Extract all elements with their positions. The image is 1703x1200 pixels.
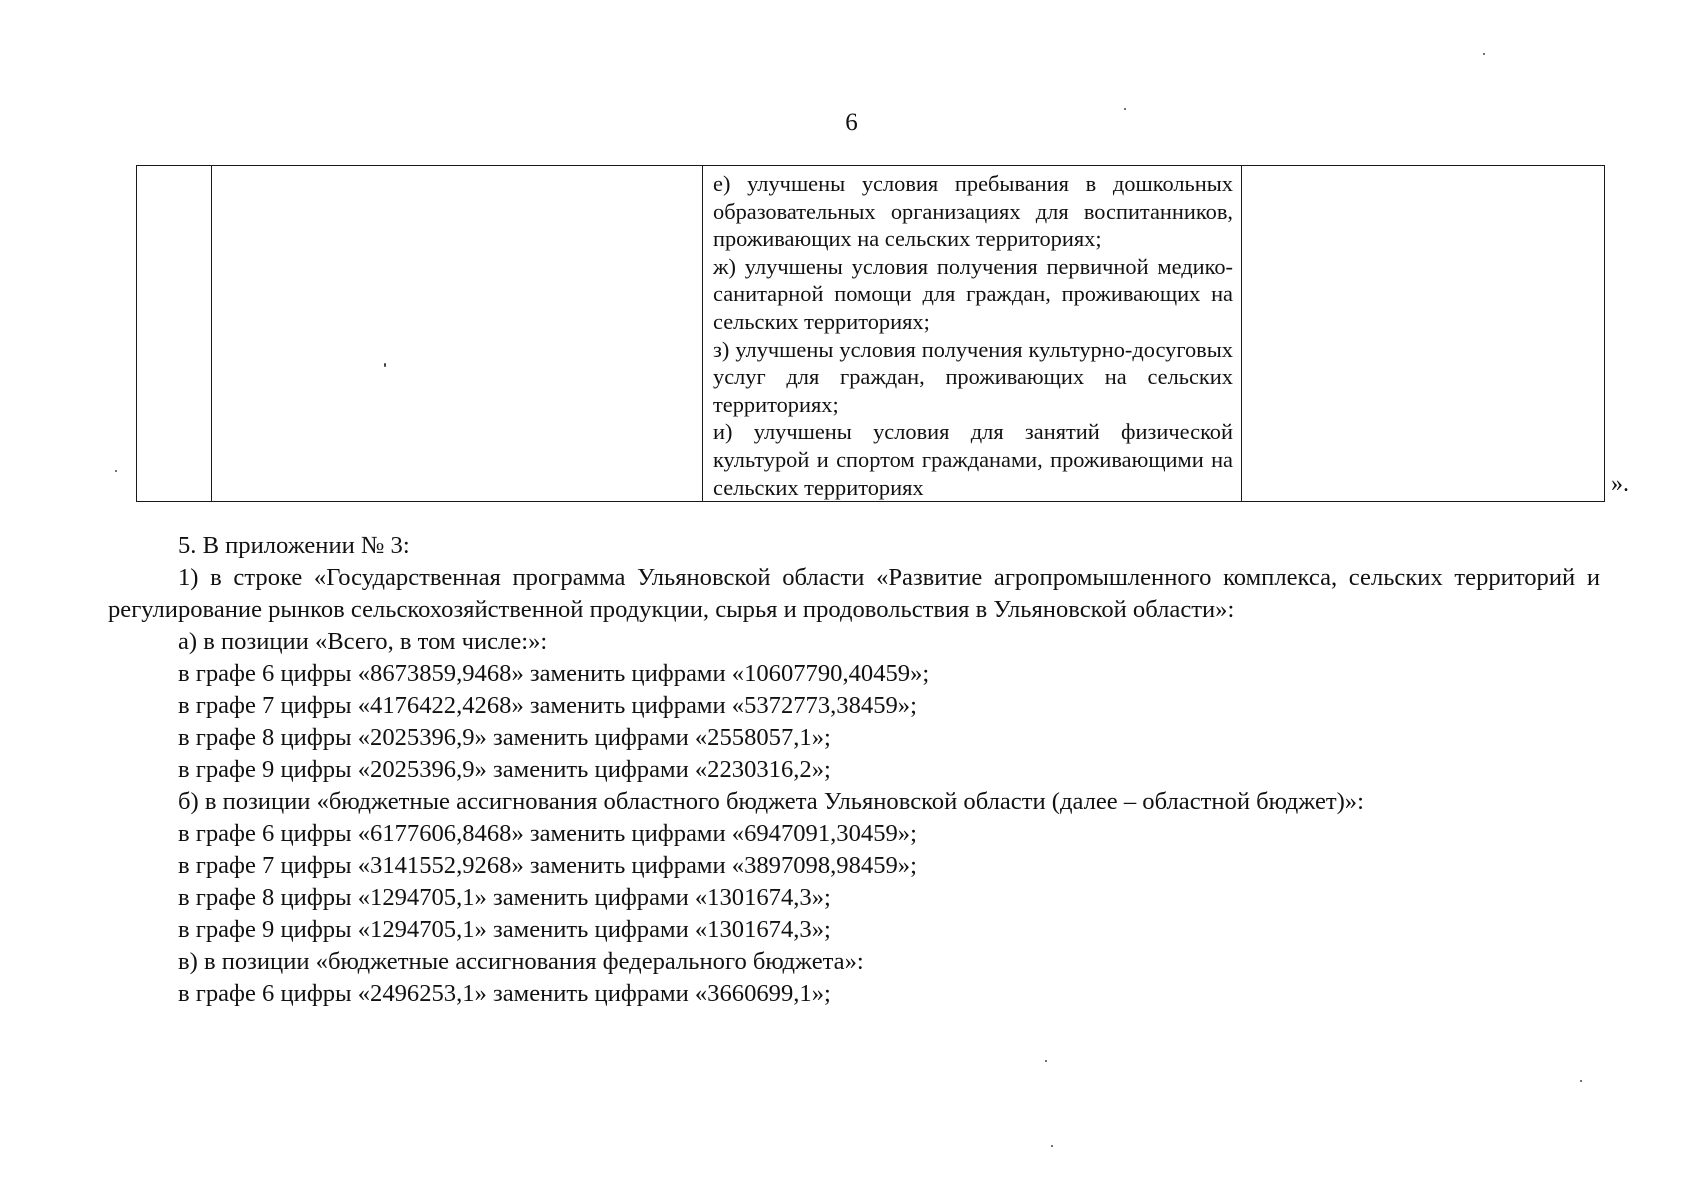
result-item-z: з) улучшены условия получения культурно-досуговых услуг для граждан, проживающих на сельских территориях;: [713, 336, 1233, 417]
amendments-section: [108, 530, 1600, 1010]
scan-speck: [1483, 53, 1485, 55]
result-item-e: е) улучшены условия пребывания в дошкольных образовательных организациях для воспитанников, проживающих на сельских территориях;: [713, 171, 1233, 252]
amendment-line: в графе 9 цифры «1294705,1» заменить цифрами «1301674,3»;: [178, 916, 831, 943]
scan-speck: [115, 470, 117, 472]
program-table-fragment: [136, 165, 1605, 502]
amendment-line: в графе 6 цифры «2496253,1» заменить цифрами «3660699,1»;: [178, 980, 831, 1007]
scan-speck: [1051, 1145, 1053, 1147]
scan-speck: [1124, 108, 1126, 110]
table-cell-name: [212, 166, 703, 502]
amendment-line: в графе 6 цифры «8673859,9468» заменить цифрами «10607790,40459»;: [178, 660, 930, 687]
sub-v-heading: в) в позиции «бюджетные ассигнования федерального бюджета»:: [178, 948, 864, 975]
amendment-line: в графе 8 цифры «2025396,9» заменить цифрами «2558057,1»;: [178, 724, 831, 751]
table-cell-number: [137, 166, 212, 502]
section-heading: 5. В приложении № 3:: [178, 532, 410, 559]
scan-speck: [384, 363, 386, 367]
amendment-line: в графе 7 цифры «4176422,4268» заменить цифрами «5372773,38459»;: [178, 692, 917, 719]
result-item-i: и) улучшены условия для занятий физической культурой и спортом гражданами, проживающими на сельских территориях: [713, 419, 1233, 500]
page-number: 6: [845, 109, 858, 136]
results-text: [703, 166, 1241, 501]
sub-a-heading: а) в позиции «Всего, в том числе:»:: [178, 628, 548, 655]
table-cell-results: [703, 166, 1242, 502]
amendment-line: в графе 8 цифры «1294705,1» заменить цифрами «1301674,3»;: [178, 884, 831, 911]
table-cell-empty: [1242, 166, 1605, 502]
amendment-line: в графе 6 цифры «6177606,8468» заменить цифрами «6947091,30459»;: [178, 820, 917, 847]
scan-speck: [1580, 1080, 1582, 1082]
closing-quote: ».: [1611, 471, 1629, 497]
amendment-line: в графе 7 цифры «3141552,9268» заменить цифрами «3897098,98459»;: [178, 852, 917, 879]
result-item-zh: ж) улучшены условия получения первичной медико-санитарной помощи для граждан, проживающих на сельских территориях;: [713, 253, 1233, 334]
table-row: [137, 166, 1605, 502]
sub-b-heading: б) в позиции «бюджетные ассигнования областного бюджета Ульяновской области (далее – областной бюджет)»:: [178, 788, 1364, 815]
scan-speck: [1045, 1060, 1047, 1062]
item-1-paragraph: 1) в строке «Государственная программа Ульяновской области «Развитие агропромышленного комплекса, сельских территорий и регулирование рынков сельскохозяйственной продукции, сырья и продовольствия в Ульяновской области»:: [108, 564, 1600, 623]
amendment-line: в графе 9 цифры «2025396,9» заменить цифрами «2230316,2»;: [178, 756, 831, 783]
